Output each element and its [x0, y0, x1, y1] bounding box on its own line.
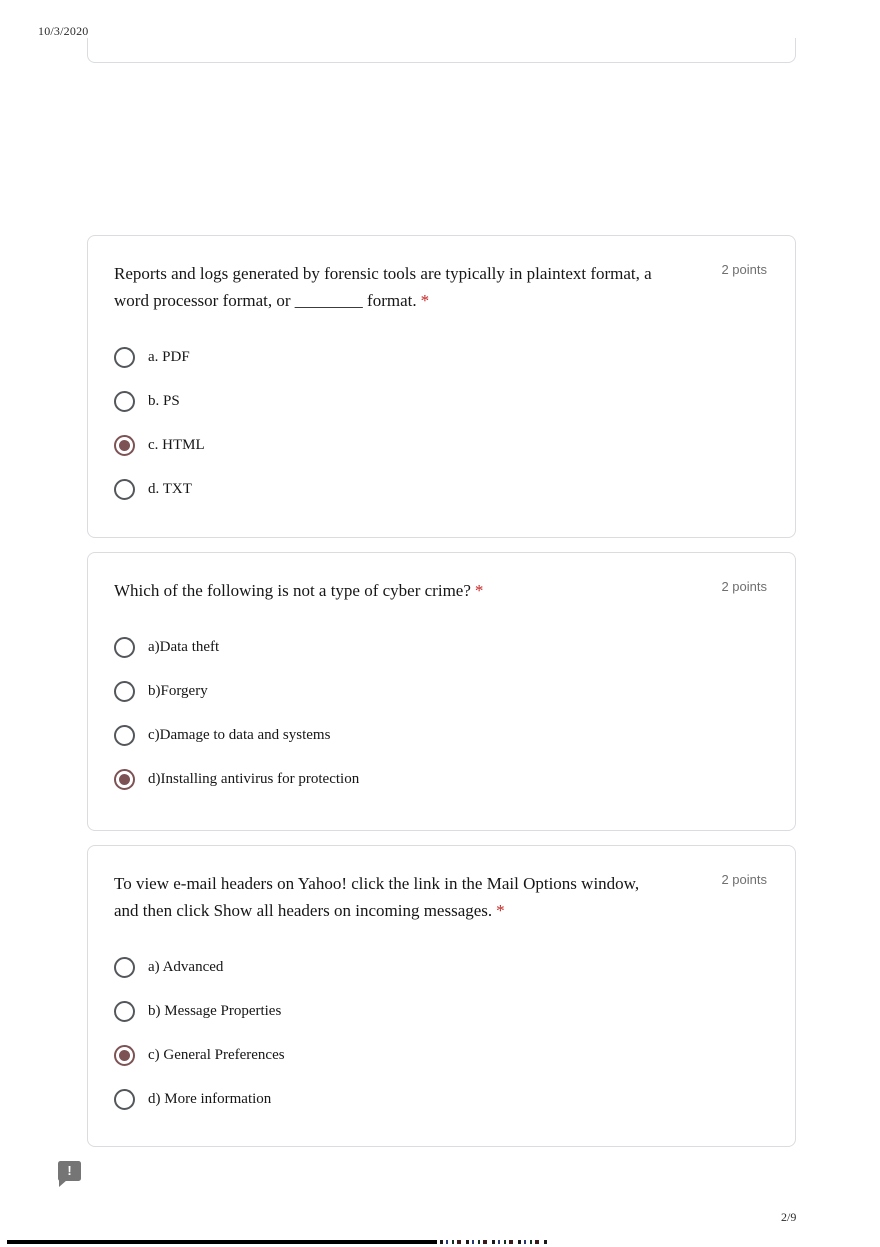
option-label: d) More information — [148, 1091, 272, 1107]
option-label: c)Damage to data and systems — [148, 727, 331, 743]
question-card — [87, 235, 796, 538]
radio-button[interactable] — [114, 725, 135, 746]
question-header — [114, 870, 767, 924]
points-label: 2 points — [721, 262, 767, 277]
option-label: a) Advanced — [148, 959, 224, 975]
question-card — [87, 552, 796, 831]
answer-option[interactable] — [114, 725, 767, 746]
option-label: d)Installing antivirus for protection — [148, 771, 360, 787]
question-text — [114, 870, 666, 924]
answer-option[interactable] — [114, 957, 767, 978]
option-label: a)Data theft — [148, 639, 220, 655]
exclamation-glyph: ! — [67, 1163, 72, 1178]
radio-button[interactable] — [114, 435, 135, 456]
answer-option[interactable] — [114, 1089, 767, 1110]
required-asterisk: * — [420, 291, 430, 310]
required-asterisk: * — [496, 901, 505, 920]
option-label: c) General Preferences — [148, 1047, 285, 1063]
radio-button[interactable] — [114, 391, 135, 412]
answer-option[interactable] — [114, 435, 767, 456]
radio-button[interactable] — [114, 957, 135, 978]
answer-option[interactable] — [114, 1045, 767, 1066]
answer-option[interactable] — [114, 479, 767, 500]
question-card — [87, 845, 796, 1147]
question-header — [114, 260, 767, 314]
radio-button[interactable] — [114, 347, 135, 368]
question-card-partial — [87, 38, 796, 63]
answer-option[interactable] — [114, 637, 767, 658]
points-label: 2 points — [721, 579, 767, 594]
question-text-body: To view e-mail headers on Yahoo! click the link in the Mail Options window, and then click Show all headers on incoming messages. — [114, 874, 640, 920]
print-date: 10/3/2020 — [38, 24, 89, 38]
radio-button[interactable] — [114, 1001, 135, 1022]
option-label: b)Forgery — [148, 683, 208, 699]
radio-button[interactable] — [114, 769, 135, 790]
points-label: 2 points — [721, 872, 767, 887]
question-text — [114, 577, 483, 604]
radio-button[interactable] — [114, 1045, 135, 1066]
option-label: b) Message Properties — [148, 1003, 282, 1019]
question-text-body: Which of the following is not a type of cyber crime? — [114, 581, 471, 600]
options-list — [114, 957, 767, 1110]
option-label: a. PDF — [148, 349, 190, 365]
radio-button[interactable] — [114, 637, 135, 658]
answer-option[interactable] — [114, 347, 767, 368]
clipped-footer-text — [440, 1240, 548, 1244]
question-text-body: Reports and logs generated by forensic tools are typically in plaintext format, a word processor format, or ________ format. — [114, 264, 652, 310]
radio-button[interactable] — [114, 1089, 135, 1110]
answer-option[interactable] — [114, 681, 767, 702]
answer-option[interactable] — [114, 769, 767, 790]
clipped-footer-bar — [7, 1240, 437, 1244]
options-list — [114, 637, 767, 790]
page-indicator: 2/9 — [781, 1210, 797, 1224]
feedback-exclamation-icon — [58, 1161, 81, 1181]
option-label: d. TXT — [148, 481, 192, 497]
answer-option[interactable] — [114, 391, 767, 412]
options-list — [114, 347, 767, 500]
required-asterisk: * — [474, 581, 484, 600]
option-label: b. PS — [148, 393, 180, 409]
question-text — [114, 260, 666, 314]
option-label: c. HTML — [148, 437, 205, 453]
radio-button[interactable] — [114, 681, 135, 702]
question-header — [114, 577, 767, 604]
answer-option[interactable] — [114, 1001, 767, 1022]
radio-button[interactable] — [114, 479, 135, 500]
